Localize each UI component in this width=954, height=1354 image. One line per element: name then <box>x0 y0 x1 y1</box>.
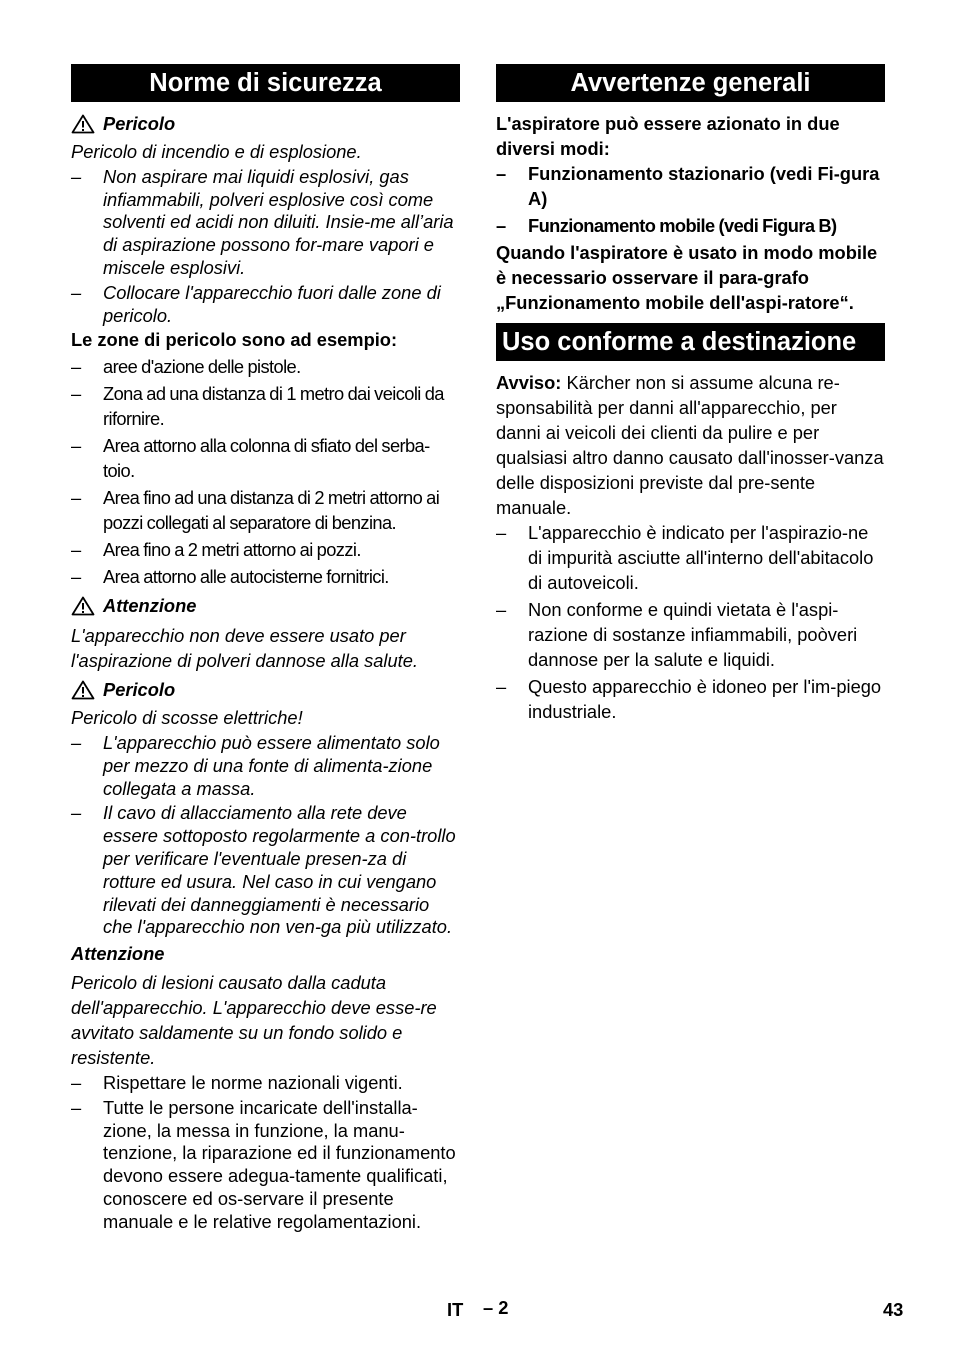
mobile-note: Quando l'aspiratore è usato in modo mobile è necessario osservare il para-grafo „Funzionamento mobile dell'aspi-ratore“. <box>496 242 878 313</box>
warning-title-text: Pericolo <box>103 113 176 134</box>
list-item: – Questo apparecchio è idoneo per l'im-piego industriale. <box>496 674 885 724</box>
zones-title: Le zone di pericolo sono ad esempio: <box>71 329 398 351</box>
list-item: – Rispettare le norme nazionali vigenti. <box>71 1072 460 1095</box>
warning-triangle-icon <box>71 680 95 700</box>
list-item: – Collocare l'apparecchio fuori dalle zone di pericolo. <box>71 282 460 328</box>
list-item: – L'apparecchio è indicato per l'aspirazio-ne di impurità asciutte all'interno dell'abitacolo di autoveicoli. <box>496 520 885 595</box>
modes-list <box>496 161 885 238</box>
attention-title: Attenzione <box>71 943 165 965</box>
warning-triangle-icon <box>71 596 95 616</box>
intro-text: L'aspiratore può essere azionato in due diversi modi: <box>496 113 840 159</box>
list-item: – Area attorno alla colonna di sfiato del serba-toio. <box>71 433 460 483</box>
warning-text: Pericolo di scosse elettriche! <box>71 707 303 729</box>
list-item: – Zona ad una distanza di 1 metro dai veicoli da rifornire. <box>71 381 460 431</box>
warning-list <box>71 732 460 939</box>
list-item: – aree d'azione delle pistole. <box>71 354 460 379</box>
list-item: – Funzionamento stazionario (vedi Fi-gura A) <box>496 161 885 211</box>
warning-title <box>71 113 460 135</box>
list-item: – Area fino ad una distanza di 2 metri attorno ai pozzi collegati al separatore di benzina. <box>71 485 460 535</box>
list-item: – Funzionamento mobile (vedi Figura B) <box>496 213 885 238</box>
warning-list <box>71 166 460 328</box>
notice-paragraph <box>496 370 885 520</box>
list-item: – Non aspirare mai liquidi esplosivi, gas infiammabili, polveri esplosive così come solventi ed acidi non diluiti. Insie-me all’aria di aspirazione possono for-mare vapori e miscele esplosivi. <box>71 166 460 280</box>
left-column <box>71 64 460 1234</box>
usage-list <box>496 520 885 724</box>
warning-title <box>71 679 460 701</box>
zones-list <box>71 354 460 589</box>
warning-text: L'apparecchio non deve essere usato per l'aspirazione di polveri dannose alla salute. <box>71 625 418 672</box>
footer-page-number: 43 <box>883 1299 904 1320</box>
notice-text: Kärcher non si assume alcuna re-sponsabilità per danni all'apparecchio, per danni ai veicoli dei clienti da pulire e per qualsiasi altro danno causato dall'inosser-vanza delle disposizioni previste dal pre-sente manuale. <box>496 372 884 518</box>
warning-title-text: Attenzione <box>103 595 197 617</box>
notice-label: Avviso: <box>496 372 562 393</box>
warning-triangle-icon <box>71 114 95 134</box>
section-heading-safety: Norme di sicurezza <box>71 64 460 102</box>
attention-text: Pericolo di lesioni causato dalla caduta dell'apparecchio. L'apparecchio deve esse-re avvitato saldamente su un fondo solido e resistente. <box>71 971 437 1068</box>
warning-text: Pericolo di incendio e di esplosione. <box>71 141 362 162</box>
list-item: – Area fino a 2 metri attorno ai pozzi. <box>71 537 460 562</box>
section-heading-intended-use: Uso conforme a destinazione <box>496 323 885 361</box>
list-item: – Area attorno alle autocisterne fornitrici. <box>71 564 460 589</box>
list-item: – Il cavo di allacciamento alla rete deve essere sottoposto regolarmente a con-trollo per verificare l'eventuale presen-za di rotture ed usura. Nel caso in cui vengano rilevati dei danneggiamenti è necessario che l'apparecchio non ven-ga più utilizzato. <box>71 802 460 939</box>
list-item: – L'apparecchio può essere alimentato solo per mezzo di una fonte di alimenta-zione collegata a massa. <box>71 732 460 800</box>
right-column <box>496 64 885 724</box>
warning-title-text: Pericolo <box>103 679 176 701</box>
list-item: – Tutte le persone incaricate dell'installa-zione, la messa in funzione, la manu-tenzione, la riparazione ed il funzionamento devono essere adegua-tamente qualificati, conoscere ed os-servare il presente manuale e le relative regolamentazioni. <box>71 1097 460 1234</box>
section-heading-general-warnings: Avvertenze generali <box>496 64 885 102</box>
footer-page-short: – 2 <box>483 1297 509 1318</box>
list-item: – Non conforme e quindi vietata è l'aspi-razione di sostanze infiammabili, poòveri dannose per la salute e liquidi. <box>496 597 885 672</box>
attention-list <box>71 1072 460 1234</box>
warning-title <box>71 595 460 617</box>
footer-language: IT <box>447 1299 464 1320</box>
